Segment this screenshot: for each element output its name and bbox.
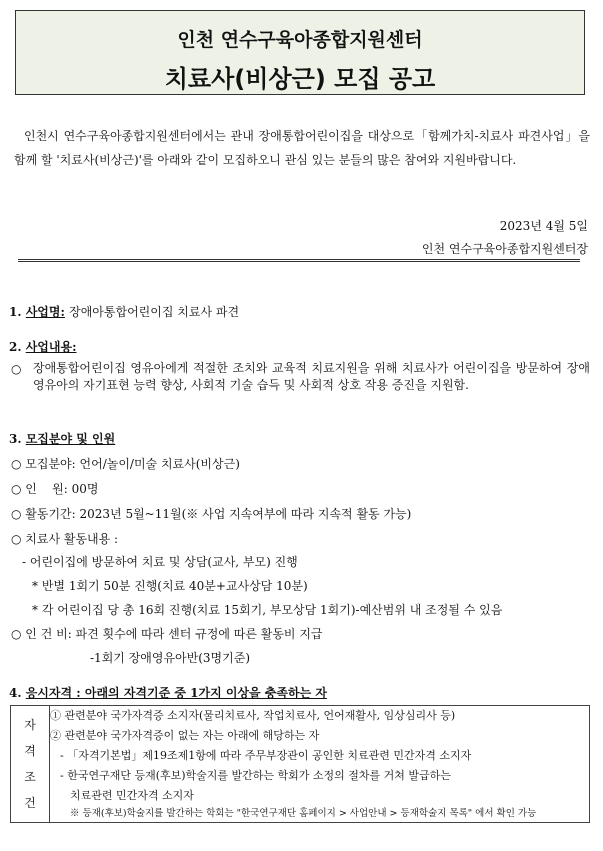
section-3-label: 모집분야 및 인원	[25, 432, 116, 446]
intro-paragraph: 인천시 연수구육아종합지원센터에서는 관내 장애통합어린이집을 대상으로「함께가치-치료사 파견사업」을 함께 할 '치료사(비상근)'를 아래와 같이 모집하오니 관심 있는 분들의 많은 참여와 지원바랍니다.	[14, 129, 590, 167]
side-char: 조	[24, 770, 36, 784]
section-4-label: 응시자격 : 아래의 자격기준 중 1가지 이상을 충족하는 자	[25, 686, 327, 700]
qualification-content	[50, 706, 590, 823]
section-1-text: 장애아통합어린이집 치료사 파견	[69, 305, 240, 319]
qualification-note: ※ 등재(후보)학술지를 발간하는 학회는 "한국연구재단 홈페이지 > 사업안내 > 등재학술지 목록" 에서 확인 가능	[70, 808, 537, 819]
recruit-count: ○ 인 원: 00명	[11, 482, 99, 496]
section-2-heading	[9, 338, 77, 355]
activity-content-item: - 어린이집에 방문하여 치료 및 상담(교사, 부모) 진행	[22, 555, 298, 569]
qualification-row: ② 관련분야 국가자격증이 없는 자는 아래에 해당하는 자	[50, 729, 320, 742]
activity-content-heading: ○ 치료사 활동내용 :	[11, 532, 119, 546]
announcement-title: 치료사(비상근) 모집 공고	[164, 65, 436, 93]
section-2-bullet: ○	[11, 362, 22, 376]
personnel-cost-detail: -1회기 장애영유아반(3명기준)	[90, 651, 251, 665]
section-1-number: 1.	[9, 305, 22, 319]
qualification-row: ① 관련분야 국가자격증 소지자(물리치료사, 작업치료사, 언어재활사, 임상심리사 등)	[50, 709, 456, 722]
qualification-table	[10, 705, 590, 823]
section-3-number: 3.	[9, 432, 22, 446]
section-4-number: 4.	[9, 686, 22, 700]
org-name-heading: 인천 연수구육아종합지원센터	[177, 29, 423, 51]
title-box	[15, 10, 585, 95]
section-2-label: 사업내용:	[25, 340, 77, 354]
section-2-text: 장애통합어린이집 영유아에게 적절한 조치와 교육적 치료지원을 위해 치료사가 어린이집을 방문하여 장애 영유아의 자기표현 능력 향상, 사회적 기술 습득 및 사회적 상호 작용 증진을 지원함.	[33, 361, 590, 392]
section-1-heading	[9, 303, 239, 320]
activity-note-2: * 각 어린이집 당 총 16회 진행(치료 15회기, 부모상담 1회기)-예산범위 내 조정될 수 있음	[32, 603, 503, 617]
announcement-date: 2023년 4월 5일	[499, 219, 588, 233]
qualification-row: 치료관련 민간자격 소지자	[70, 789, 194, 802]
section-3-heading	[9, 430, 115, 447]
qualification-row: - 한국연구재단 등재(후보)학술지를 발간하는 학회가 소정의 절차를 거쳐 발급하는	[60, 769, 451, 782]
qualification-side-label	[11, 706, 50, 823]
qualification-row: - 「자격기본법」제19조제1항에 따라 주무부장관이 공인한 치료관련 민간자격 소지자	[60, 749, 472, 762]
signatory: 인천 연수구육아종합지원센터장	[421, 242, 588, 256]
separator-line	[18, 259, 580, 262]
side-char: 격	[24, 744, 36, 758]
section-2-number: 2.	[9, 340, 22, 354]
personnel-cost: ○ 인 건 비: 파견 횟수에 따라 센터 규정에 따른 활동비 지급	[11, 627, 323, 641]
section-1-label: 사업명:	[25, 305, 65, 319]
side-char: 자	[24, 718, 36, 732]
activity-period: ○ 활동기간: 2023년 5월~11월(※ 사업 지속여부에 따라 지속적 활동 가능)	[11, 507, 412, 521]
recruit-field: ○ 모집분야: 언어/놀이/미술 치료사(비상근)	[11, 457, 240, 471]
side-char: 건	[24, 796, 36, 810]
section-4-heading	[9, 684, 327, 701]
activity-note-1: * 반별 1회기 50분 진행(치료 40분+교사상담 10분)	[32, 579, 308, 593]
